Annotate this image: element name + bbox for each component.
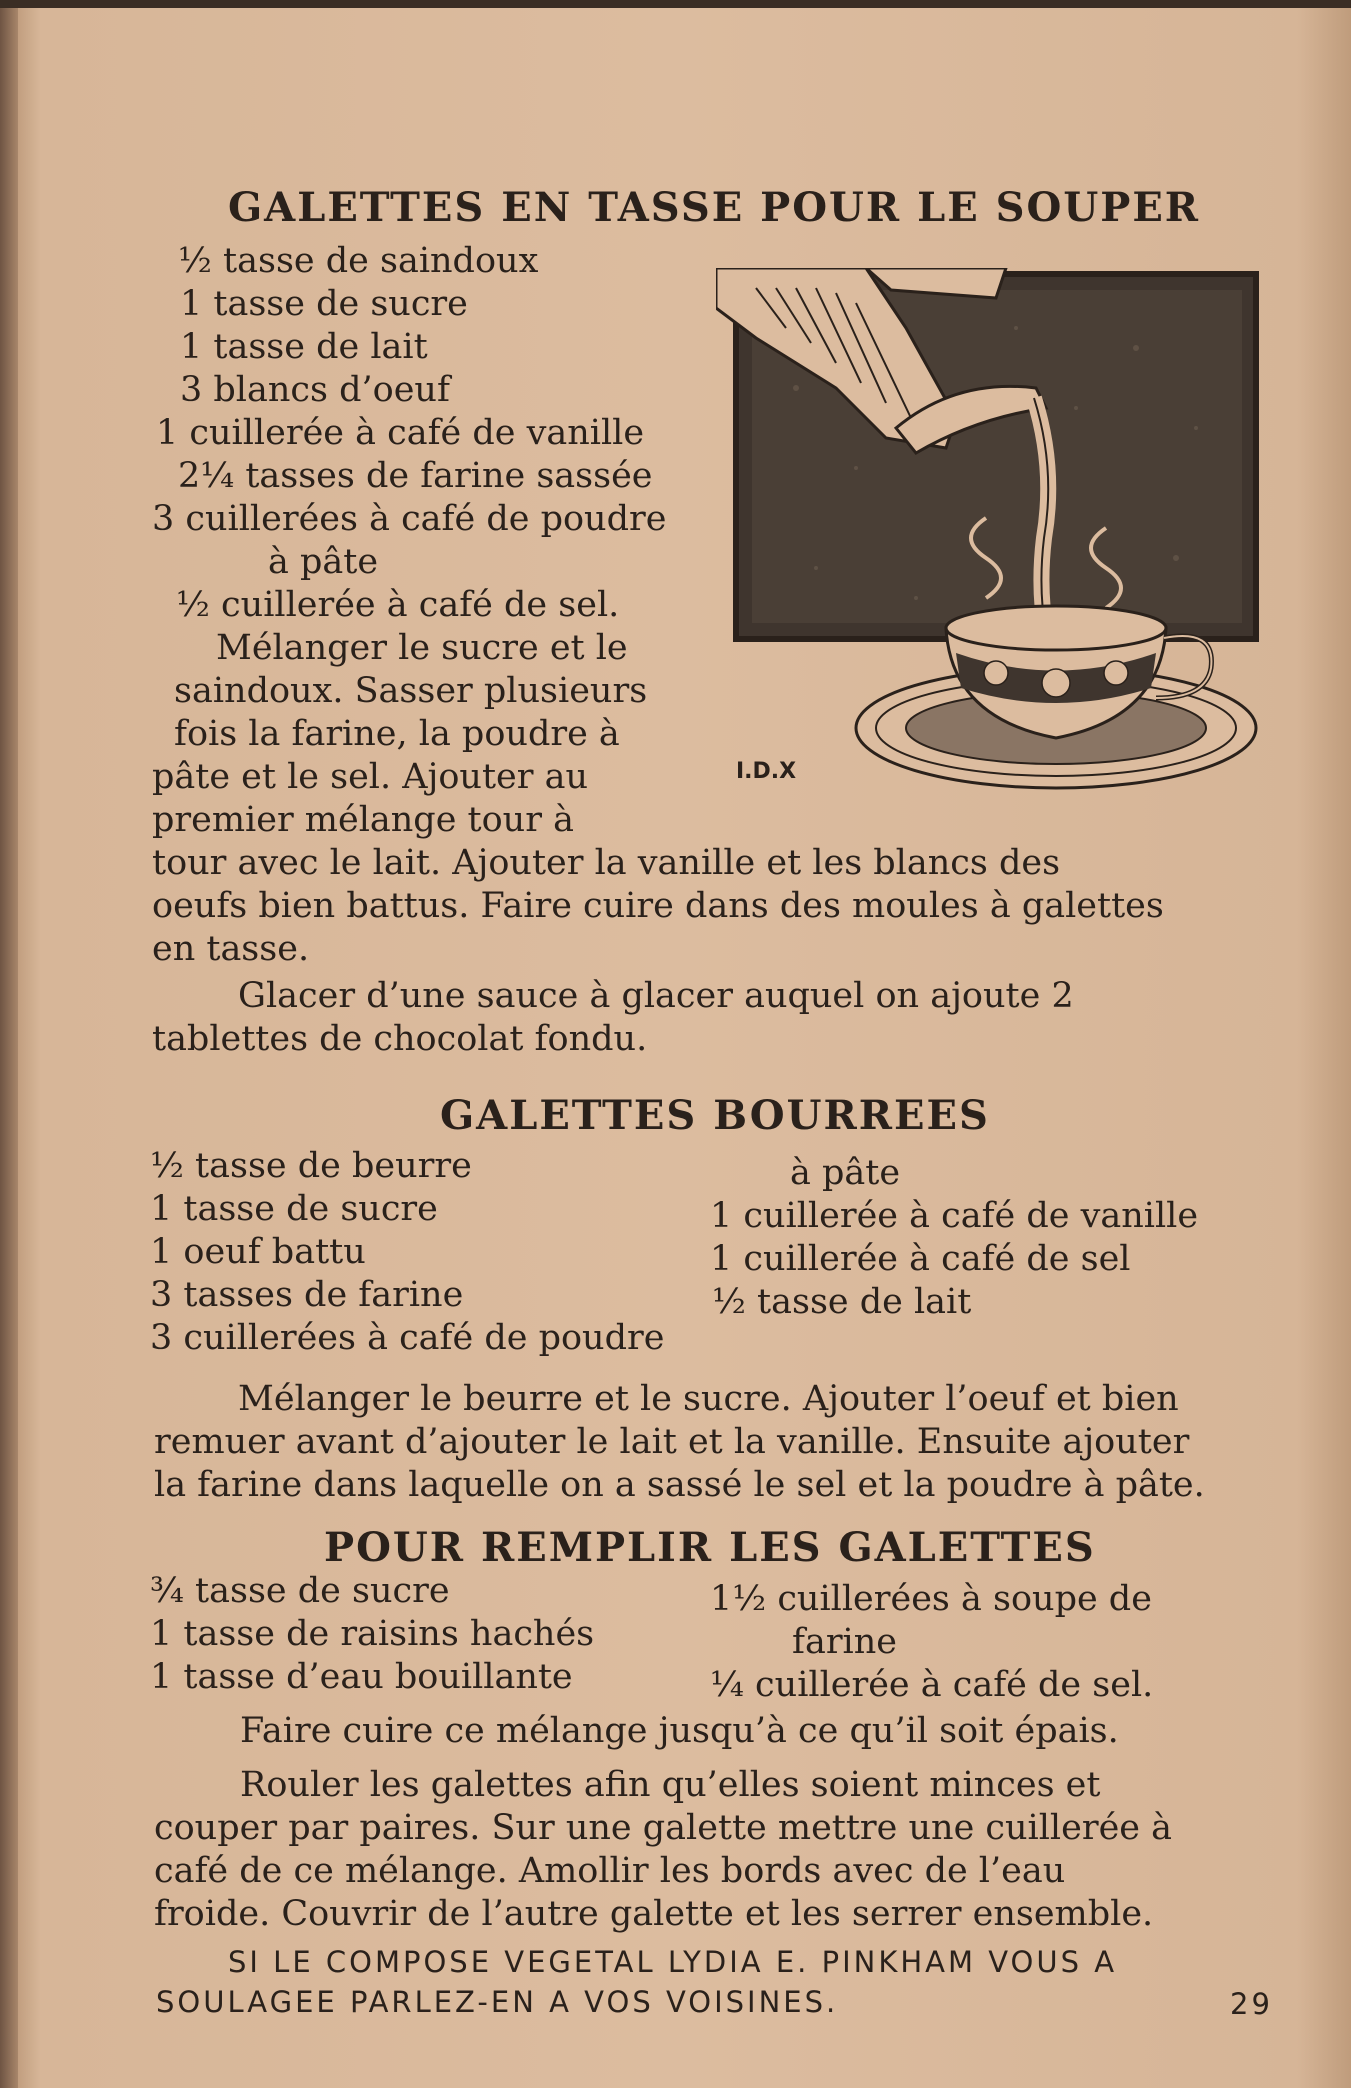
ingredient: 3 cuillerées à café de poudre bbox=[152, 499, 667, 539]
ingredient: 3 cuillerées à café de poudre bbox=[150, 1318, 665, 1358]
ingredient: 1 tasse de raisins hachés bbox=[150, 1614, 595, 1654]
method-line: remuer avant d’ajouter le lait et la vanille. Ensuite ajouter bbox=[154, 1422, 1190, 1462]
illustration-signature: I.D.X bbox=[736, 759, 797, 784]
ingredient: 3 tasses de farine bbox=[150, 1275, 464, 1315]
teapot-pouring-into-cup-illustration bbox=[716, 268, 1262, 808]
ingredient: 1 tasse de sucre bbox=[180, 284, 468, 324]
ingredient: 1 oeuf battu bbox=[150, 1232, 366, 1272]
method-line: fois la farine, la poudre à bbox=[174, 714, 620, 754]
method-line: couper par paires. Sur une galette mettre une cuillerée à bbox=[154, 1808, 1172, 1848]
recipe2-title: GALETTES BOURREES bbox=[440, 1092, 990, 1139]
ingredient: ¼ cuillerée à café de sel. bbox=[710, 1665, 1154, 1705]
ingredient: 1 tasse de lait bbox=[180, 327, 428, 367]
ingredient: 1 tasse de sucre bbox=[150, 1189, 438, 1229]
page-spine-shadow bbox=[0, 0, 18, 2088]
glaze-line: Glacer d’une sauce à glacer auquel on ajoute 2 bbox=[238, 976, 1074, 1016]
ingredient: ¾ tasse de sucre bbox=[150, 1571, 450, 1611]
ingredient: 1 cuillerée à café de vanille bbox=[156, 413, 645, 453]
method-line: Rouler les galettes afin qu’elles soient minces et bbox=[240, 1765, 1101, 1805]
method-line: Mélanger le beurre et le sucre. Ajouter l’oeuf et bien bbox=[238, 1379, 1179, 1419]
recipe1-title: GALETTES EN TASSE POUR LE SOUPER bbox=[228, 184, 1201, 231]
method-line: oeufs bien battus. Faire cuire dans des moules à galettes bbox=[152, 886, 1164, 926]
method-line: froide. Couvrir de l’autre galette et les serrer ensemble. bbox=[154, 1894, 1154, 1934]
ingredient: 1 tasse d’eau bouillante bbox=[150, 1657, 573, 1697]
ingredient: ½ tasse de saindoux bbox=[178, 241, 539, 281]
cook-line: Faire cuire ce mélange jusqu’à ce qu’il soit épais. bbox=[240, 1711, 1119, 1751]
footer-line: SI LE COMPOSE VEGETAL LYDIA E. PINKHAM VOUS A bbox=[228, 1945, 1118, 1979]
method-line: la farine dans laquelle on a sassé le sel et la poudre à pâte. bbox=[154, 1465, 1205, 1505]
recipe3-title: POUR REMPLIR LES GALETTES bbox=[324, 1524, 1096, 1571]
method-line: pâte et le sel. Ajouter au bbox=[152, 757, 589, 797]
ingredient: farine bbox=[792, 1622, 897, 1662]
ingredient: 2¼ tasses de farine sassée bbox=[178, 456, 653, 496]
page-number: 29 bbox=[1230, 1987, 1273, 2021]
ingredient: ½ tasse de beurre bbox=[150, 1146, 472, 1186]
ingredient: à pâte bbox=[790, 1153, 901, 1193]
method-line: en tasse. bbox=[152, 929, 310, 969]
ingredient: ½ cuillerée à café de sel. bbox=[176, 585, 620, 625]
ingredient: à pâte bbox=[268, 542, 379, 582]
method-line: tour avec le lait. Ajouter la vanille et les blancs des bbox=[152, 843, 1061, 883]
method-line: Mélanger le sucre et le bbox=[216, 628, 628, 668]
glaze-line: tablettes de chocolat fondu. bbox=[152, 1019, 648, 1059]
ingredient: 1 cuillerée à café de sel bbox=[710, 1239, 1131, 1279]
method-line: saindoux. Sasser plusieurs bbox=[174, 671, 648, 711]
ingredient: 3 blancs d’oeuf bbox=[180, 370, 450, 410]
ingredient: 1 cuillerée à café de vanille bbox=[710, 1196, 1199, 1236]
footer-line: SOULAGEE PARLEZ-EN A VOS VOISINES. bbox=[156, 1985, 839, 2019]
method-line: premier mélange tour à bbox=[152, 800, 574, 840]
ingredient: ½ tasse de lait bbox=[712, 1282, 972, 1322]
page-top-edge bbox=[0, 0, 1351, 8]
ingredient: 1½ cuillerées à soupe de bbox=[710, 1579, 1152, 1619]
method-line: café de ce mélange. Amollir les bords avec de l’eau bbox=[154, 1851, 1066, 1891]
